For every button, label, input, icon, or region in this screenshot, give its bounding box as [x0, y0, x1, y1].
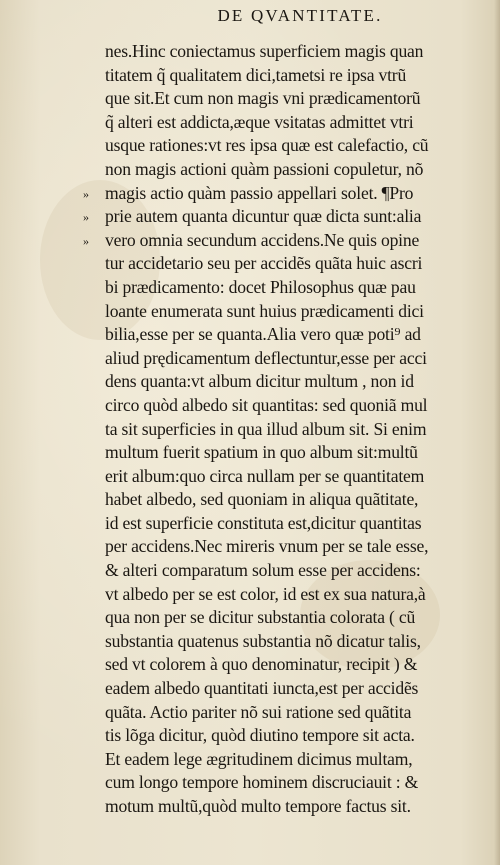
line-text: habet albedo, sed quoniam in aliqua quãtitate,	[105, 489, 419, 510]
text-line	[0, 323, 500, 347]
line-text: motum multũ,quòd multo tempore factus sit.	[105, 796, 411, 816]
text-line	[0, 134, 500, 158]
text-line	[0, 111, 500, 135]
running-head: DE QVANTITATE.	[217, 6, 383, 25]
line-text: tur accidetario seu per accidẽs quãta huic ascri	[105, 253, 423, 274]
text-line	[0, 300, 500, 324]
text-line	[0, 347, 500, 371]
line-text: per accidens.Nec mireris vnum per se tale esse,	[105, 536, 429, 557]
text-line	[0, 583, 500, 607]
line-text: cum longo tempore hominem discruciauit : &	[105, 772, 419, 793]
line-text: magis actio quàm passio appellari solet. ¶Pro	[105, 182, 414, 203]
text-line	[0, 677, 500, 701]
line-text: eadem albedo quantitati iuncta,est per accidẽs	[105, 678, 419, 699]
text-line	[0, 64, 500, 88]
line-text: qua non per se dicitur substantia colorata ( cũ	[105, 607, 416, 628]
text-line	[0, 182, 500, 206]
text-line	[0, 394, 500, 418]
quotation-marker: »	[83, 233, 89, 248]
line-text: tis lõga dicitur, quòd diutino tempore sit acta.	[105, 725, 415, 746]
line-text: usque rationes:vt res ipsa quæ est calefactio, cũ	[105, 135, 429, 156]
text-line	[0, 606, 500, 630]
text-line	[0, 512, 500, 536]
text-line	[0, 559, 500, 583]
line-text: titatem q̃ qualitatem dici,tametsi re ipsa vtrũ	[105, 64, 407, 85]
line-text: dens quanta:vt album dicitur multum , non id	[105, 371, 414, 392]
text-line	[0, 252, 500, 276]
text-line	[0, 87, 500, 111]
quotation-marker: »	[83, 210, 89, 225]
text-line	[0, 748, 500, 772]
text-line	[0, 771, 500, 795]
text-line	[0, 370, 500, 394]
line-text: q̃ alteri est addicta,æque vsitatas admittet vtri	[105, 111, 414, 132]
text-line	[0, 724, 500, 748]
line-text: prie autem quanta dicuntur quæ dicta sunt:alia	[105, 206, 422, 227]
line-text: & alteri comparatum solum esse per accidens:	[105, 560, 421, 581]
line-text: aliud prędicamentum deflectuntur,esse per acci	[105, 347, 427, 368]
text-line	[0, 653, 500, 677]
text-line	[0, 229, 500, 253]
line-text: bilia,esse per se quanta.Alia vero quæ poti⁹ ad	[105, 324, 421, 345]
text-line	[0, 488, 500, 512]
line-text: Et eadem lege ægritudinem dicimus multam,	[105, 748, 413, 769]
line-text: erit album:quo circa nullam per se quantitatem	[105, 465, 425, 486]
line-text: ta sit superficies in qua illud album sit. Si enim	[105, 418, 427, 439]
text-line	[0, 795, 500, 819]
text-line	[0, 276, 500, 300]
text-block	[0, 40, 500, 819]
text-line	[0, 158, 500, 182]
line-text: loante enumerata sunt huius prædicamenti dici	[105, 300, 424, 321]
line-text: id est superficie constituta est,dicitur quantitas	[105, 512, 422, 533]
line-text: nes.Hinc coniectamus superficiem magis quan	[105, 41, 424, 61]
line-text: multum fuerit spatium in quo album sit:multũ	[105, 442, 418, 463]
text-line	[0, 418, 500, 442]
text-line	[0, 535, 500, 559]
line-text: non magis actioni quàm passioni copuletur, nõ	[105, 158, 424, 179]
line-text: quãta. Actio pariter nõ sui ratione sed quãtita	[105, 701, 412, 722]
text-line	[0, 40, 500, 64]
line-text: substantia quatenus substantia nõ dicatur talis,	[105, 630, 421, 651]
text-line	[0, 630, 500, 654]
line-text: sed vt colorem à quo denominatur, recipit ) &	[105, 654, 418, 675]
line-text: vero omnia secundum accidens.Ne quis opine	[105, 229, 420, 250]
text-line	[0, 441, 500, 465]
line-text: bi prædicamento: docet Philosophus quæ pau	[105, 276, 416, 297]
quotation-marker: »	[83, 186, 89, 201]
text-line	[0, 465, 500, 489]
text-line	[0, 205, 500, 229]
line-text: que sit.Et cum non magis vni prædicamentorũ	[105, 88, 421, 109]
line-text: vt albedo per se est color, id est ex sua natura,à	[105, 583, 426, 604]
text-line	[0, 701, 500, 725]
line-text: circo quòd albedo sit quantitas: sed quoniã mul	[105, 394, 428, 415]
